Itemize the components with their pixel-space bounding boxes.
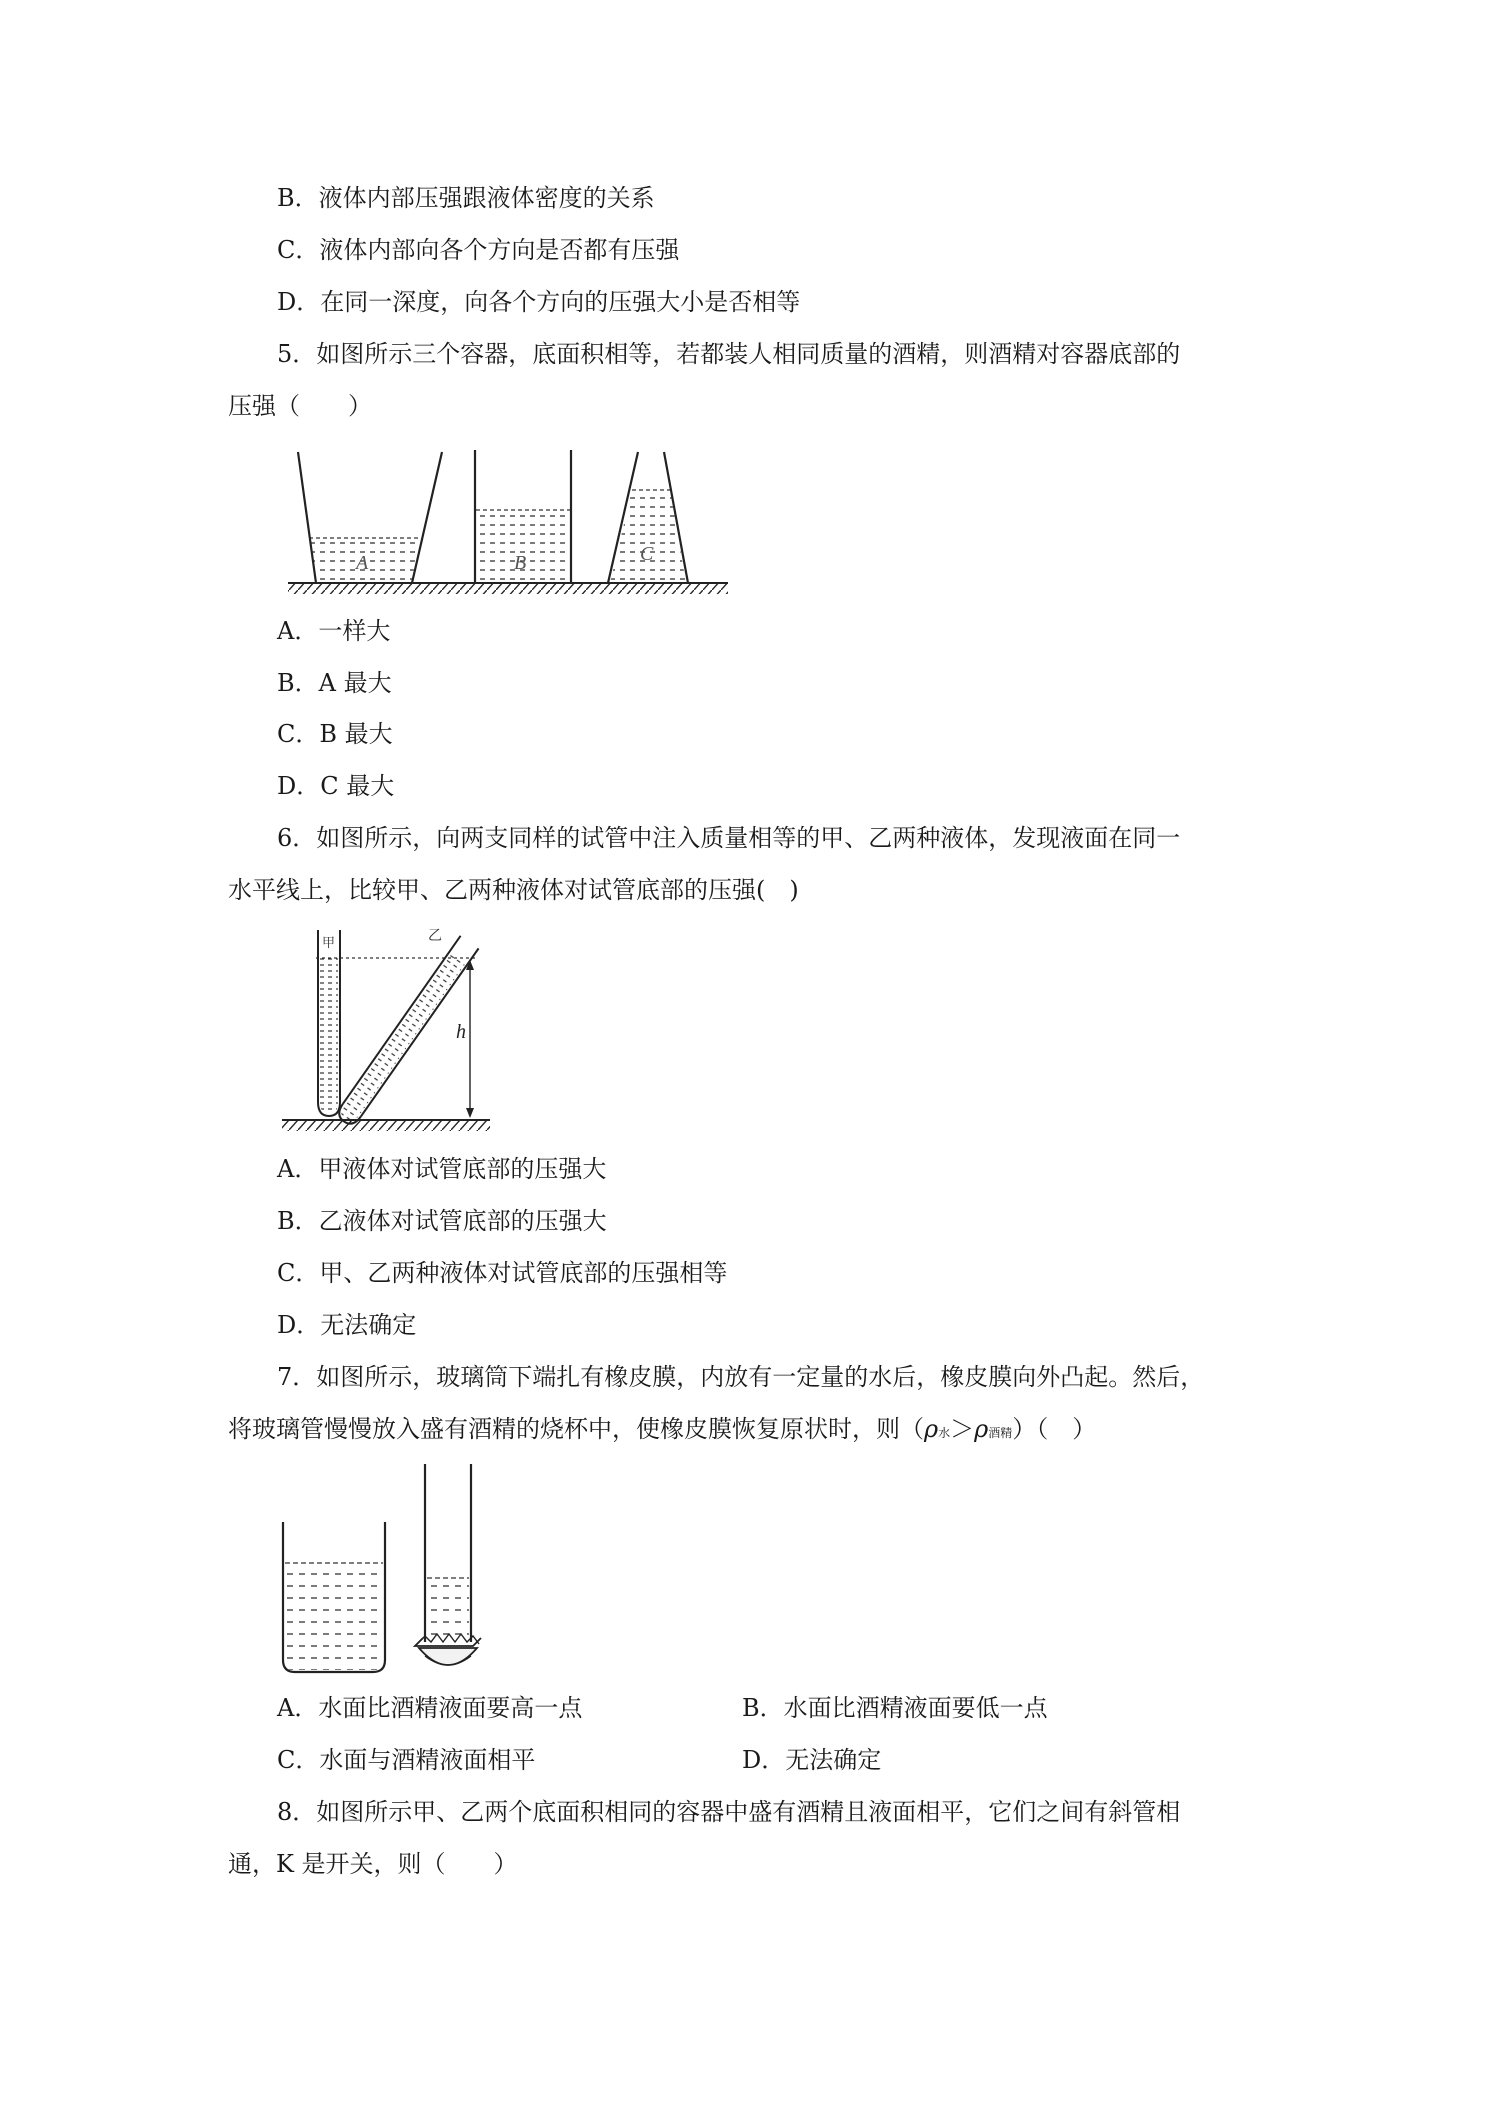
q5-stem-line1: 5．如图所示三个容器，底面积相等，若都装人相同质量的酒精，则酒精对容器底部的 [277, 340, 1181, 368]
rho-symbol: ρ [924, 1415, 939, 1443]
q8-stem-line2: 通，K 是开关，则（ ） [228, 1850, 518, 1878]
q6-label-jia: 甲 [322, 936, 336, 951]
q6-label-yi: 乙 [428, 928, 442, 944]
q5-option-a: A．一样大 [277, 617, 391, 645]
q6-option-d: D．无法确定 [277, 1311, 417, 1339]
q7-beaker-tube-figure [275, 1460, 505, 1685]
q5-label-b: B [514, 552, 527, 574]
q7-option-a: A．水面比酒精液面要高一点 [277, 1694, 583, 1722]
q6-option-c: C．甲、乙两种液体对试管底部的压强相等 [277, 1259, 728, 1287]
q6-test-tubes-figure [280, 920, 500, 1135]
rho-symbol-2: ρ [974, 1415, 989, 1443]
q7-option-c: C．水面与酒精液面相平 [277, 1746, 536, 1774]
q7-option-b: B．水面比酒精液面要低一点 [742, 1694, 1048, 1722]
rho-sub-alcohol: 酒精 [988, 1426, 1013, 1440]
q4-option-d: D．在同一深度，向各个方向的压强大小是否相等 [277, 288, 801, 316]
q8-stem-line1: 8．如图所示甲、乙两个底面积相同的容器中盛有酒精且液面相平，它们之间有斜管相 [277, 1798, 1181, 1826]
q7-stem-line1: 7．如图所示，玻璃筒下端扎有橡皮膜，内放有一定量的水后，橡皮膜向外凸起。然后， [277, 1363, 1205, 1391]
q7-stem-line2-end: ）（ ） [1012, 1415, 1097, 1443]
q7-option-d: D．无法确定 [742, 1746, 882, 1774]
q6-option-a: A．甲液体对试管底部的压强大 [277, 1155, 607, 1183]
q5-option-b: B．A 最大 [277, 669, 392, 697]
rho-sub-water: 水 [938, 1426, 951, 1440]
q6-stem-line1: 6．如图所示，向两支同样的试管中注入质量相等的甲、乙两种液体，发现液面在同一 [277, 824, 1181, 852]
q5-option-d: D．C 最大 [277, 772, 395, 800]
q5-label-c: C [640, 543, 654, 565]
q7-stem-line2 [228, 1413, 1096, 1449]
q5-stem-line2: 压强（ ） [228, 392, 372, 420]
q6-stem-line2: 水平线上，比较甲、乙两种液体对试管底部的压强( ) [228, 876, 799, 904]
q5-option-c: C．B 最大 [277, 720, 393, 748]
greater-than-sign: ＞ [950, 1415, 975, 1443]
q5-containers-figure [280, 440, 730, 595]
q4-option-b: B．液体内部压强跟液体密度的关系 [277, 184, 655, 212]
q6-option-b: B．乙液体对试管底部的压强大 [277, 1207, 607, 1235]
q6-label-h: h [456, 1021, 466, 1043]
q5-label-a: A [356, 552, 369, 574]
q4-option-c: C．液体内部向各个方向是否都有压强 [277, 236, 680, 264]
q7-stem-line2-text: 将玻璃管慢慢放入盛有酒精的烧杯中，使橡皮膜恢复原状时，则（ [228, 1415, 924, 1443]
